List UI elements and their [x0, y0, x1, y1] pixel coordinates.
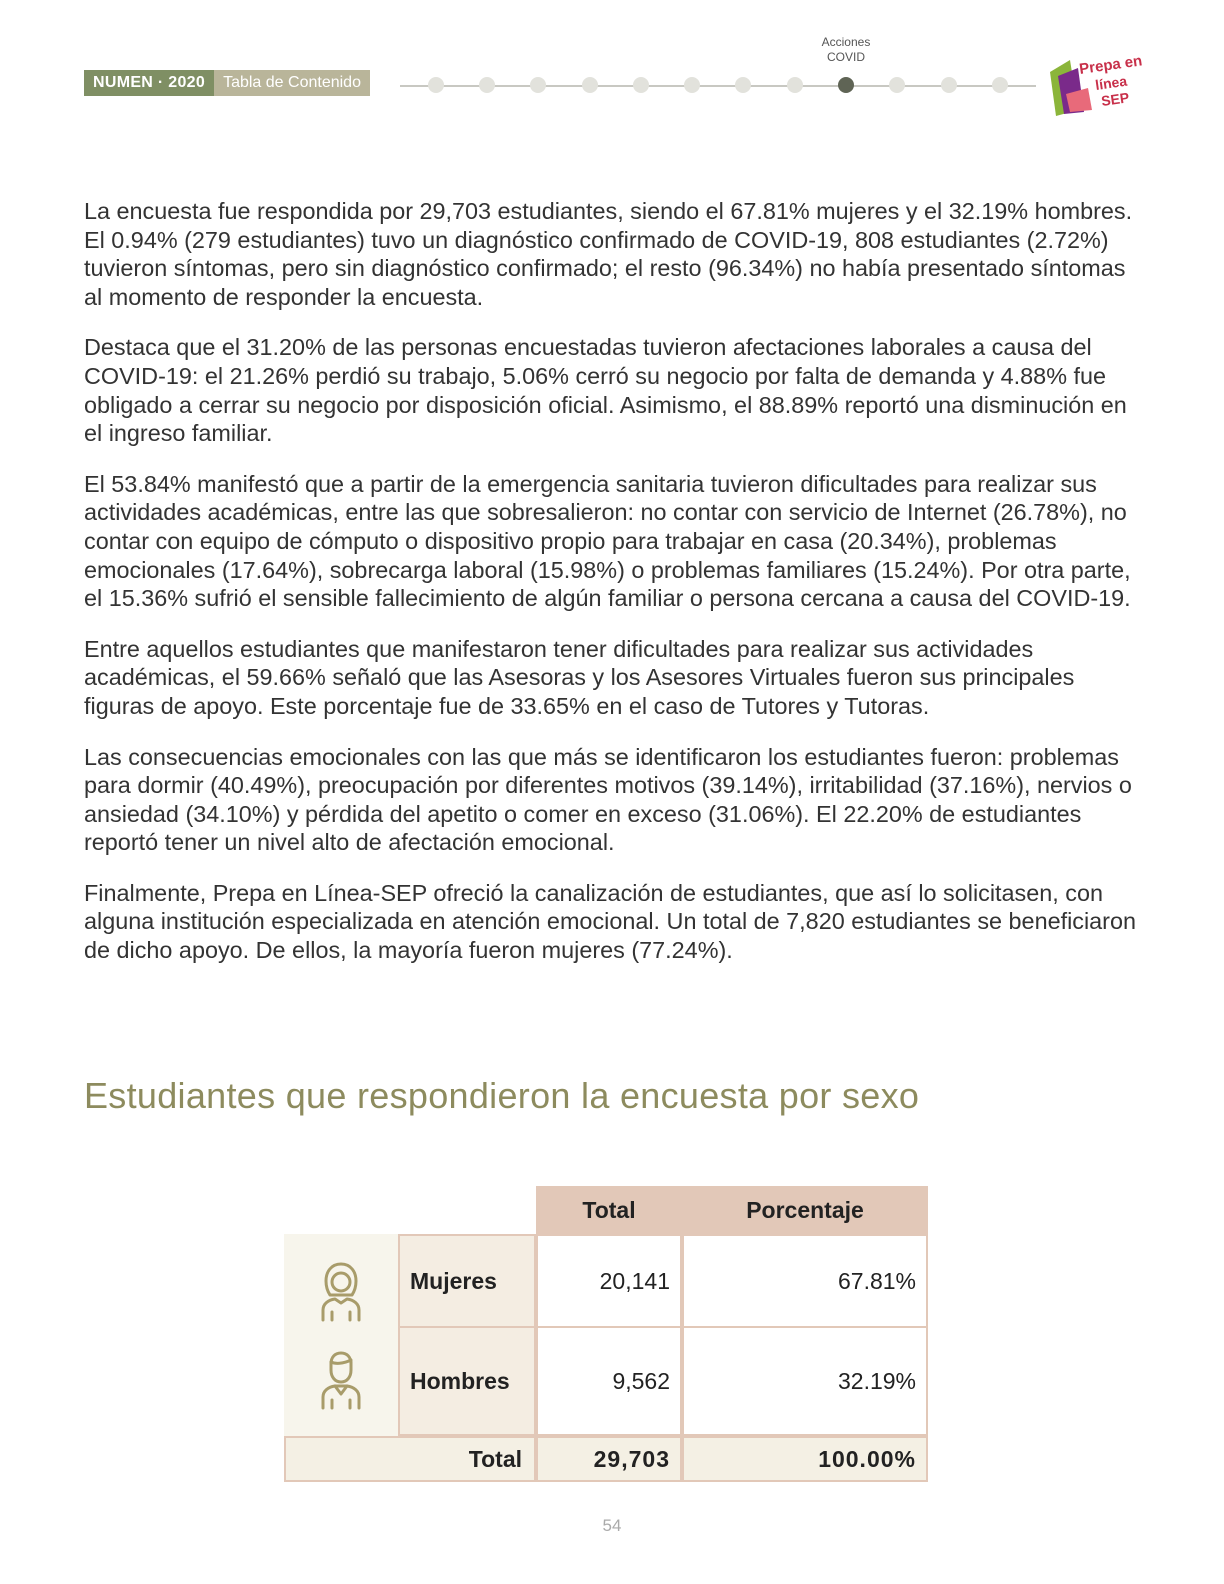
header-badge	[84, 70, 370, 96]
logo-text-1: Prepa en	[1078, 52, 1144, 78]
women-percentage: 67.81%	[682, 1234, 928, 1328]
timeline-dot[interactable]	[530, 77, 546, 93]
prepa-en-linea-logo	[1048, 52, 1144, 116]
footer-total-count: 29,703	[536, 1436, 682, 1482]
paragraph: La encuesta fue respondida por 29,703 estudiantes, siendo el 67.81% mujeres y el 32.19% hombres. El 0.94% (279 estudiantes) tuvo un diagnóstico confirmado de COVID-19, 808 estudiantes (2.72%) tuvieron síntomas, pero sin diagnóstico confirmado; el resto (96.34%) no había presentado síntomas al momento de responder la encuesta.	[84, 198, 1133, 310]
paragraph: Finalmente, Prepa en Línea-SEP ofreció la canalización de estudiantes, que así lo solicitasen, con alguna institución especializada en atención emocional. Un total de 7,820 estudiantes se beneficiaron de dicho apoyo. De ellos, la mayoría fueron mujeres (77.24%).	[84, 879, 1136, 964]
paragraph: Entre aquellos estudiantes que manifestaron tener dificultades para realizar sus actividades académicas, el 59.66% señaló que las Asesoras y los Asesores Virtuales fueron sus principales figuras de apoyo. Este porcentaje fue de 33.65% en el caso de Tutores y Tutoras.	[84, 635, 1075, 719]
row-label-men: Hombres	[398, 1326, 536, 1436]
numen-badge: NUMEN · 2020	[84, 70, 214, 96]
table-of-contents-link[interactable]: Tabla de Contenido	[214, 70, 370, 96]
row-label-women: Mujeres	[398, 1234, 536, 1328]
body-text	[84, 197, 1140, 987]
active-section-line1: Acciones	[821, 35, 871, 49]
active-section-label	[806, 35, 886, 65]
timeline-dot[interactable]	[941, 77, 957, 93]
timeline-dot[interactable]	[582, 77, 598, 93]
logo-text-3: SEP	[1100, 89, 1131, 109]
footer-total-percentage: 100.00%	[682, 1436, 928, 1482]
paragraph: Destaca que el 31.20% de las personas encuestadas tuvieron afectaciones laborales a causa del COVID-19: el 21.26% perdió su trabajo, 5.06% cerró su negocio por falta de demanda y 4.88% fue obligado a cerrar su negocio por disposición oficial. Asimismo, el 88.89% reportó una disminución en el ingreso familiar.	[84, 334, 1127, 447]
column-header-percentage: Porcentaje	[682, 1186, 928, 1234]
men-total: 9,562	[536, 1326, 682, 1436]
timeline-dot[interactable]	[479, 77, 495, 93]
timeline-dot[interactable]	[735, 77, 751, 93]
logo-text-2: línea	[1094, 72, 1129, 93]
section-title: Estudiantes que respondieron la encuesta por sexo	[84, 1075, 920, 1116]
timeline-dot[interactable]	[428, 77, 444, 93]
paragraph: El 53.84% manifestó que a partir de la emergencia sanitaria tuvieron dificultades para realizar sus actividades académicas, entre las que sobresalieron: no contar con servicio de Internet (26.78%), no contar con equipo de cómputo o dispositivo propio para trabajar en casa (20.34%), problemas emocionales (17.64%), sobrecarga laboral (15.98%) o problemas familiares (15.24%). Por otra parte, el 15.36% sufrió el sensible fallecimiento de algún familiar o persona cercana a causa del COVID-19.	[84, 470, 1131, 612]
timeline-dot[interactable]	[992, 77, 1008, 93]
timeline-dot[interactable]	[684, 77, 700, 93]
woman-icon	[318, 1260, 364, 1322]
footer-total-label: Total	[284, 1436, 536, 1482]
men-percentage: 32.19%	[682, 1326, 928, 1436]
timeline-dot-active[interactable]	[838, 77, 854, 93]
timeline-dot[interactable]	[889, 77, 905, 93]
timeline-dot[interactable]	[787, 77, 803, 93]
man-icon	[318, 1348, 364, 1410]
paragraph: Las consecuencias emocionales con las que más se identificaron los estudiantes fueron: problemas para dormir (40.49%), preocupación por diferentes motivos (39.14%), irritabilidad (37.16%), nervios o ansiedad (34.10%) y pérdida del apetito o comer en exceso (31.06%). El 22.20% de estudiantes reportó tener un nivel alto de afectación emocional.	[84, 743, 1132, 856]
column-header-total: Total	[536, 1186, 682, 1234]
page-number: 54	[602, 1516, 622, 1535]
active-section-line2: COVID	[826, 50, 865, 64]
women-total: 20,141	[536, 1234, 682, 1328]
timeline-dot[interactable]	[633, 77, 649, 93]
